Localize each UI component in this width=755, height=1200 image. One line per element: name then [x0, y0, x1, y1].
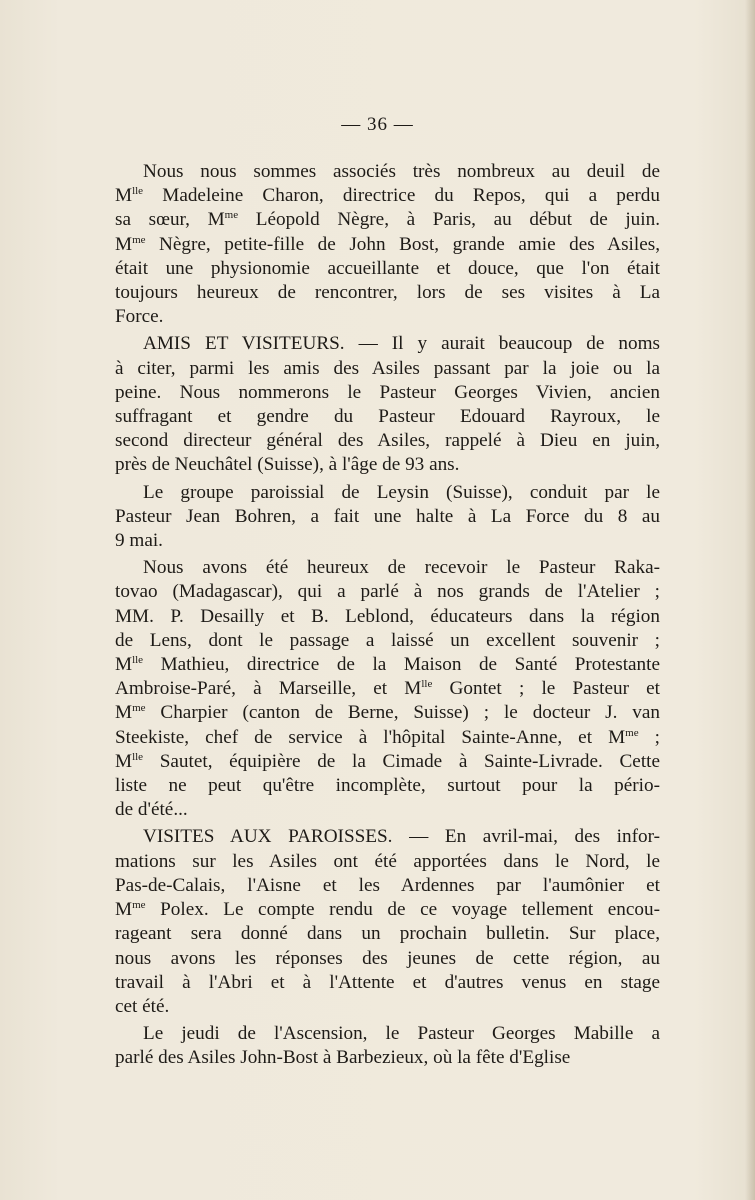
paragraph [115, 1022, 660, 1070]
title-superscript: me [132, 899, 146, 912]
text-line: était une physionomie accueillante et douce, que l'on était [115, 257, 660, 279]
title-superscript: me [625, 726, 639, 739]
text-line: Le jeudi de l'Ascension, le Pasteur Georges Mabille a [143, 1023, 660, 1045]
text-line: Ambroise-Paré, à Marseille, et $M^{lle}$ Gontet ; le Pasteur et [115, 678, 660, 700]
title-superscript: me [132, 233, 146, 246]
paragraph [115, 825, 660, 1019]
title-superscript: me [132, 702, 146, 715]
paragraph [115, 332, 660, 477]
text-line: Nous avons été heureux de recevoir le Pasteur Raka- [143, 557, 660, 579]
text-line: parlé des Asiles John-Bost à Barbezieux, où la fête d'Eglise [115, 1047, 571, 1069]
body-text [115, 160, 660, 1074]
text-line: près de Neuchâtel (Suisse), à l'âge de 93 ans. [115, 454, 460, 476]
paragraph [115, 556, 660, 822]
title-superscript: lle [132, 185, 144, 198]
text-line: Pas-de-Calais, l'Aisne et les Ardennes par l'aumônier et [115, 874, 660, 896]
text-line: Steekiste, chef de service à l'hôpital Sainte-Anne, et $M^{me}$ ; [115, 726, 660, 748]
text-line: 9 mai. [115, 530, 163, 552]
text-line: $M^{lle}$ Madeleine Charon, directrice du Repos, qui a perdu [115, 185, 660, 207]
text-line: VISITES AUX PAROISSES. — En avril-mai, des infor- [143, 826, 660, 848]
text-line: $M^{me}$ Polex. Le compte rendu de ce voyage tellement encou- [115, 899, 660, 921]
page-edge-shadow [745, 0, 755, 1200]
title-superscript: lle [421, 678, 433, 691]
text-line: tovao (Madagascar), qui a parlé à nos grands de l'Atelier ; [115, 581, 660, 603]
text-line: suffragant et gendre du Pasteur Edouard Rayroux, le [115, 406, 660, 428]
text-line: cet été. [115, 995, 170, 1017]
paragraph [115, 481, 660, 554]
text-line: rageant sera donné dans un prochain bulletin. Sur place, [115, 923, 660, 945]
title-superscript: lle [132, 750, 144, 763]
text-line: Nous nous sommes associés très nombreux au deuil de [143, 161, 660, 182]
text-line: Le groupe paroissial de Leysin (Suisse), conduit par le [143, 481, 660, 503]
text-line: $M^{me}$ Nègre, petite-fille de John Bost, grande amie des Asiles, [115, 233, 660, 255]
text-line: second directeur général des Asiles, rappelé à Dieu en juin, [115, 430, 660, 452]
text-line: de d'été... [115, 799, 188, 821]
text-line: $M^{lle}$ Sautet, équipière de la Cimade à Sainte-Livrade. Cette [115, 750, 660, 772]
text-line: MM. P. Desailly et B. Leblond, éducateurs dans la région [115, 605, 660, 627]
text-line: mations sur les Asiles ont été apportées dans le Nord, le [115, 850, 660, 872]
text-line: Force. [115, 306, 164, 328]
text-line: de Lens, dont le passage a laissé un excellent souvenir ; [115, 629, 660, 651]
text-line: liste ne peut qu'être incomplète, surtout pour la pério- [115, 775, 660, 797]
text-line: AMIS ET VISITEURS. — Il y aurait beaucoup de noms [143, 333, 660, 355]
text-line: nous avons les réponses des jeunes de cette région, au [115, 947, 660, 969]
title-superscript: lle [132, 654, 144, 667]
text-line: travail à l'Abri et à l'Attente et d'autres venus en stage [115, 971, 660, 993]
text-line: $M^{me}$ Charpier (canton de Berne, Suisse) ; le docteur J. van [115, 702, 660, 724]
title-superscript: me [224, 209, 239, 222]
paragraph [115, 160, 660, 329]
text-line: $M^{lle}$ Mathieu, directrice de la Maison de Santé Protestante [115, 654, 660, 676]
text-line: à citer, parmi les amis des Asiles passant par la joie ou la [115, 357, 660, 379]
text-line: toujours heureux de rencontrer, lors de ses visites à La [115, 282, 660, 304]
text-line: Pasteur Jean Bohren, a fait une halte à La Force du 8 au [115, 505, 660, 527]
text-line: peine. Nous nommerons le Pasteur Georges Vivien, ancien [115, 381, 660, 403]
text-line: sa sœur, $M^{me}$ Léopold Nègre, à Paris, au début de juin. [115, 209, 660, 231]
page-number: — 36 — [341, 114, 414, 135]
